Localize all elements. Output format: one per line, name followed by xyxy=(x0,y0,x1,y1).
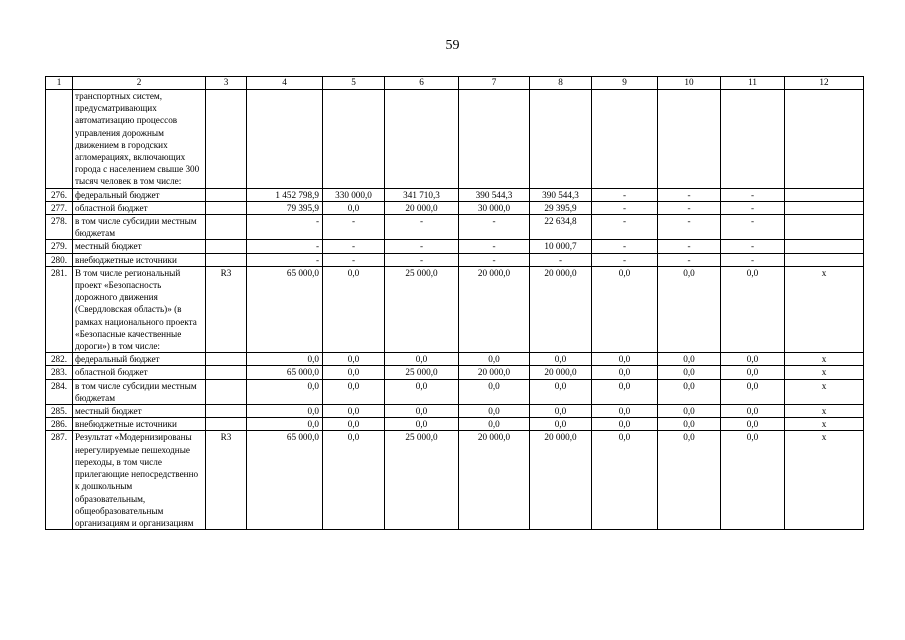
cell-col-5: 0,0 xyxy=(323,366,385,379)
row-code xyxy=(206,90,247,189)
cell-col-9: 0,0 xyxy=(592,379,658,404)
cell-col-6 xyxy=(385,90,459,189)
cell-col-10: - xyxy=(658,188,721,201)
cell-col-10: - xyxy=(658,253,721,266)
row-code xyxy=(206,215,247,240)
cell-col-5: 330 000,0 xyxy=(323,188,385,201)
cell-col-12 xyxy=(785,201,864,214)
row-description: внебюджетные источники xyxy=(73,253,206,266)
cell-col-9: - xyxy=(592,188,658,201)
cell-col-6: 0,0 xyxy=(385,405,459,418)
cell-col-4: 1 452 798,9 xyxy=(247,188,323,201)
cell-col-12: x xyxy=(785,366,864,379)
table-row xyxy=(46,240,864,253)
cell-col-6: - xyxy=(385,240,459,253)
row-description: областной бюджет xyxy=(73,366,206,379)
cell-col-6: 25 000,0 xyxy=(385,266,459,352)
cell-col-10: 0,0 xyxy=(658,418,721,431)
cell-col-9: 0,0 xyxy=(592,418,658,431)
cell-col-12: x xyxy=(785,405,864,418)
cell-col-6: 0,0 xyxy=(385,379,459,404)
cell-col-7: 0,0 xyxy=(459,353,530,366)
row-description: федеральный бюджет xyxy=(73,353,206,366)
row-number: 277. xyxy=(46,201,73,214)
cell-col-7: 20 000,0 xyxy=(459,431,530,530)
cell-col-10: - xyxy=(658,201,721,214)
cell-col-11: - xyxy=(721,253,785,266)
table-row xyxy=(46,353,864,366)
row-description: местный бюджет xyxy=(73,405,206,418)
cell-col-4: 0,0 xyxy=(247,353,323,366)
table-row xyxy=(46,379,864,404)
cell-col-5: - xyxy=(323,253,385,266)
row-description: Результат «Модернизированы нерегулируемые пешеходные переходы, в том числе прилегающие непосредственно к дошкольным образовательным, общеобразовательным организациям и организациям xyxy=(73,431,206,530)
row-description: в том числе субсидии местным бюджетам xyxy=(73,215,206,240)
row-code: R3 xyxy=(206,266,247,352)
cell-col-6: 0,0 xyxy=(385,353,459,366)
table-row xyxy=(46,418,864,431)
row-description: транспортных систем, предусматривающих автоматизацию процессов управления дорожным движением в городских агломерациях, включающих города с населением свыше 300 тысяч человек в том числе: xyxy=(73,90,206,189)
cell-col-11: - xyxy=(721,240,785,253)
cell-col-12 xyxy=(785,240,864,253)
cell-col-8: 20 000,0 xyxy=(530,431,592,530)
cell-col-6: - xyxy=(385,215,459,240)
cell-col-8: 390 544,3 xyxy=(530,188,592,201)
row-description: внебюджетные источники xyxy=(73,418,206,431)
cell-col-5: 0,0 xyxy=(323,201,385,214)
cell-col-11: 0,0 xyxy=(721,418,785,431)
row-number: 282. xyxy=(46,353,73,366)
row-description: местный бюджет xyxy=(73,240,206,253)
cell-col-10: 0,0 xyxy=(658,266,721,352)
cell-col-8: 0,0 xyxy=(530,418,592,431)
cell-col-9: 0,0 xyxy=(592,266,658,352)
cell-col-8: 0,0 xyxy=(530,379,592,404)
row-number: 286. xyxy=(46,418,73,431)
cell-col-12: x xyxy=(785,431,864,530)
cell-col-6: 0,0 xyxy=(385,418,459,431)
page-number: 59 xyxy=(445,38,460,53)
cell-col-12: x xyxy=(785,379,864,404)
cell-col-7: 0,0 xyxy=(459,379,530,404)
table-row xyxy=(46,188,864,201)
column-header: 3 xyxy=(206,77,247,90)
cell-col-4: - xyxy=(247,240,323,253)
cell-col-8: - xyxy=(530,253,592,266)
cell-col-6: 25 000,0 xyxy=(385,366,459,379)
cell-col-12 xyxy=(785,90,864,189)
table-header xyxy=(46,77,864,90)
cell-col-9: - xyxy=(592,215,658,240)
row-code xyxy=(206,418,247,431)
cell-col-6: 341 710,3 xyxy=(385,188,459,201)
cell-col-6: 20 000,0 xyxy=(385,201,459,214)
cell-col-7: - xyxy=(459,215,530,240)
cell-col-10: 0,0 xyxy=(658,379,721,404)
column-header: 8 xyxy=(530,77,592,90)
cell-col-11: - xyxy=(721,201,785,214)
row-number: 287. xyxy=(46,431,73,530)
row-number: 278. xyxy=(46,215,73,240)
column-header: 11 xyxy=(721,77,785,90)
cell-col-4: 0,0 xyxy=(247,405,323,418)
row-code: R3 xyxy=(206,431,247,530)
cell-col-8: 22 634,8 xyxy=(530,215,592,240)
row-description: федеральный бюджет xyxy=(73,188,206,201)
cell-col-9: - xyxy=(592,253,658,266)
row-number: 276. xyxy=(46,188,73,201)
cell-col-6: - xyxy=(385,253,459,266)
cell-col-8: 0,0 xyxy=(530,405,592,418)
cell-col-7: - xyxy=(459,253,530,266)
row-code xyxy=(206,240,247,253)
table-body xyxy=(46,90,864,530)
cell-col-8: 29 395,9 xyxy=(530,201,592,214)
cell-col-7: 20 000,0 xyxy=(459,266,530,352)
cell-col-12 xyxy=(785,253,864,266)
cell-col-4 xyxy=(247,90,323,189)
cell-col-11: 0,0 xyxy=(721,366,785,379)
cell-col-10 xyxy=(658,90,721,189)
cell-col-9: - xyxy=(592,201,658,214)
cell-col-11 xyxy=(721,90,785,189)
row-description: областной бюджет xyxy=(73,201,206,214)
row-code xyxy=(206,366,247,379)
cell-col-8: 10 000,7 xyxy=(530,240,592,253)
row-description: В том числе региональный проект «Безопасность дорожного движения (Свердловская область)» (в рамках национального проекта «Безопасные качественные дороги») в том числе: xyxy=(73,266,206,352)
row-code xyxy=(206,379,247,404)
column-header: 10 xyxy=(658,77,721,90)
cell-col-8: 0,0 xyxy=(530,353,592,366)
cell-col-7: - xyxy=(459,240,530,253)
cell-col-4: 0,0 xyxy=(247,379,323,404)
column-header: 5 xyxy=(323,77,385,90)
row-number: 283. xyxy=(46,366,73,379)
table-row xyxy=(46,253,864,266)
cell-col-5: 0,0 xyxy=(323,353,385,366)
cell-col-7 xyxy=(459,90,530,189)
row-code xyxy=(206,253,247,266)
cell-col-11: - xyxy=(721,188,785,201)
column-header: 12 xyxy=(785,77,864,90)
cell-col-9: - xyxy=(592,240,658,253)
column-header: 7 xyxy=(459,77,530,90)
cell-col-9: 0,0 xyxy=(592,431,658,530)
cell-col-11: 0,0 xyxy=(721,379,785,404)
row-number: 281. xyxy=(46,266,73,352)
column-header: 1 xyxy=(46,77,73,90)
cell-col-10: - xyxy=(658,215,721,240)
cell-col-10: 0,0 xyxy=(658,366,721,379)
cell-col-12 xyxy=(785,215,864,240)
cell-col-8: 20 000,0 xyxy=(530,366,592,379)
cell-col-11: 0,0 xyxy=(721,405,785,418)
table-row xyxy=(46,366,864,379)
cell-col-7: 390 544,3 xyxy=(459,188,530,201)
cell-col-5: 0,0 xyxy=(323,405,385,418)
column-header: 9 xyxy=(592,77,658,90)
cell-col-5: 0,0 xyxy=(323,431,385,530)
cell-col-6: 25 000,0 xyxy=(385,431,459,530)
row-number: 284. xyxy=(46,379,73,404)
table-row xyxy=(46,201,864,214)
row-number: 279. xyxy=(46,240,73,253)
row-code xyxy=(206,405,247,418)
cell-col-10: 0,0 xyxy=(658,405,721,418)
cell-col-12: x xyxy=(785,266,864,352)
cell-col-5: 0,0 xyxy=(323,418,385,431)
row-number: 280. xyxy=(46,253,73,266)
cell-col-4: - xyxy=(247,253,323,266)
cell-col-11: 0,0 xyxy=(721,266,785,352)
budget-table xyxy=(45,76,864,530)
cell-col-7: 0,0 xyxy=(459,418,530,431)
table-row xyxy=(46,90,864,189)
header-row xyxy=(46,77,864,90)
cell-col-4: 65 000,0 xyxy=(247,266,323,352)
column-header: 6 xyxy=(385,77,459,90)
row-description: в том числе субсидии местным бюджетам xyxy=(73,379,206,404)
cell-col-10: 0,0 xyxy=(658,431,721,530)
row-code xyxy=(206,188,247,201)
cell-col-4: - xyxy=(247,215,323,240)
table-row xyxy=(46,431,864,530)
cell-col-7: 20 000,0 xyxy=(459,366,530,379)
cell-col-11: 0,0 xyxy=(721,353,785,366)
cell-col-10: 0,0 xyxy=(658,353,721,366)
cell-col-9: 0,0 xyxy=(592,405,658,418)
cell-col-12: x xyxy=(785,418,864,431)
table-row xyxy=(46,405,864,418)
cell-col-4: 65 000,0 xyxy=(247,431,323,530)
column-header: 2 xyxy=(73,77,206,90)
cell-col-5: 0,0 xyxy=(323,266,385,352)
cell-col-5: 0,0 xyxy=(323,379,385,404)
cell-col-12: x xyxy=(785,353,864,366)
cell-col-12 xyxy=(785,188,864,201)
cell-col-9: 0,0 xyxy=(592,353,658,366)
cell-col-5: - xyxy=(323,215,385,240)
cell-col-10: - xyxy=(658,240,721,253)
cell-col-11: - xyxy=(721,215,785,240)
cell-col-8: 20 000,0 xyxy=(530,266,592,352)
table-row xyxy=(46,266,864,352)
cell-col-7: 30 000,0 xyxy=(459,201,530,214)
cell-col-9 xyxy=(592,90,658,189)
cell-col-4: 65 000,0 xyxy=(247,366,323,379)
cell-col-4: 79 395,9 xyxy=(247,201,323,214)
cell-col-8 xyxy=(530,90,592,189)
column-header: 4 xyxy=(247,77,323,90)
cell-col-11: 0,0 xyxy=(721,431,785,530)
row-code xyxy=(206,201,247,214)
cell-col-7: 0,0 xyxy=(459,405,530,418)
row-number: 285. xyxy=(46,405,73,418)
table-row xyxy=(46,215,864,240)
row-number xyxy=(46,90,73,189)
cell-col-5: - xyxy=(323,240,385,253)
cell-col-5 xyxy=(323,90,385,189)
row-code xyxy=(206,353,247,366)
cell-col-9: 0,0 xyxy=(592,366,658,379)
cell-col-4: 0,0 xyxy=(247,418,323,431)
